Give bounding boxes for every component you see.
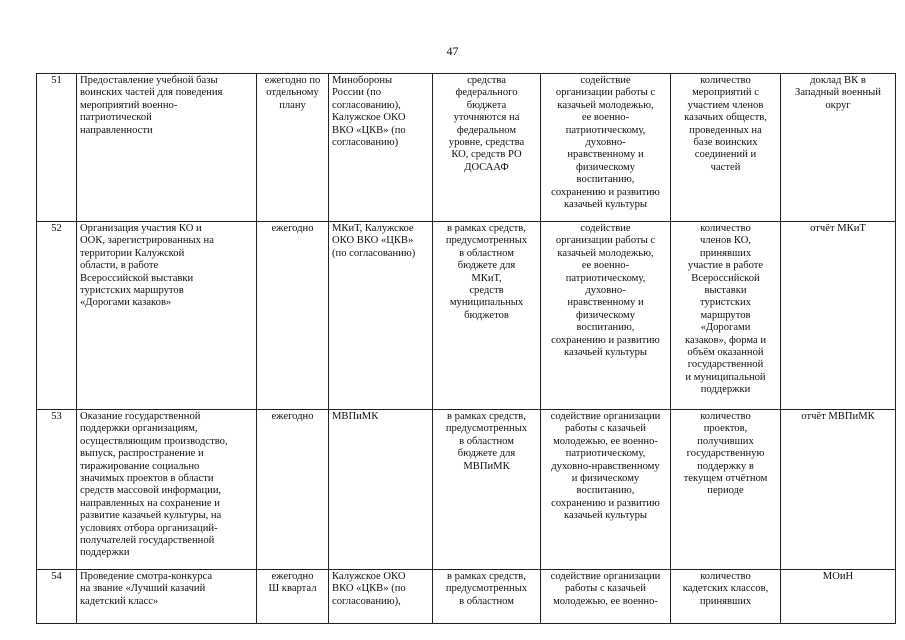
term-cell (257, 74, 329, 222)
funding-cell (433, 74, 541, 222)
goal-cell-text: содействие организации работы с казачьей молодежью, ее военно- патриотическому, духовно- нравственному и физическому воспитанию, сохранению и развитию казачьей культуры (551, 223, 660, 359)
term-cell (257, 410, 329, 570)
table-body (37, 74, 896, 624)
row-number (37, 570, 77, 624)
funding-cell-text: в рамках средств, предусмотренных в областном бюджете для МКиТ, средств муниципальных бюджетов (445, 223, 528, 321)
event-cell-text: Предоставление учебной базы воинских частей для поведения мероприятий военно- патриотической направленности (80, 75, 223, 136)
row-number-text: 52 (51, 223, 62, 234)
report-cell (781, 74, 896, 222)
term-cell (257, 222, 329, 410)
indicator-cell-text: количество проектов, получивших государственную поддержку в текущем отчётном периоде (683, 411, 768, 497)
executor-cell (329, 74, 433, 222)
executor-cell (329, 410, 433, 570)
goal-cell (541, 570, 671, 624)
event-cell-text: Проведение смотра-конкурса на звание «Лучший казачий кадетский класс» (80, 571, 213, 607)
goal-cell (541, 222, 671, 410)
row-number (37, 410, 77, 570)
event-cell-text: Организация участия КО и ООК, зарегистрированных на территории Калужской области, в работе Всероссийской выставки туристских маршрутов «Дорогами казаков» (80, 223, 214, 309)
funding-cell (433, 570, 541, 624)
indicator-cell (671, 410, 781, 570)
executor-cell-text: Минобороны России (по согласованию), Калужское ОКО ВКО «ЦКВ» (по согласованию) (332, 75, 406, 149)
report-cell (781, 222, 896, 410)
event-cell (77, 410, 257, 570)
row-number (37, 74, 77, 222)
executor-cell-text: МВПиМК (332, 411, 379, 422)
report-cell (781, 570, 896, 624)
indicator-cell-text: количество мероприятий с участием членов казачьих обществ, проведенных на базе воинских соединений и частей (684, 75, 767, 173)
executor-cell-text: МКиТ, Калужское ОКО ВКО «ЦКВ» (по согласованию) (332, 223, 416, 259)
term-cell (257, 570, 329, 624)
term-cell-text: ежегодно Ш квартал (268, 571, 317, 595)
executor-cell (329, 222, 433, 410)
indicator-cell-text: количество членов КО, принявших участие в работе Всероссийской выставки туристских маршрутов «Дорогами казаков», форма и объём оказанной государственной и муниципальной поддержки (684, 223, 767, 396)
report-cell-text: отчёт МКиТ (810, 223, 866, 234)
report-cell-text: отчёт МВПиМК (801, 411, 875, 422)
table-row (37, 74, 896, 222)
goal-cell (541, 410, 671, 570)
event-cell (77, 74, 257, 222)
indicator-cell-text: количество кадетских классов, принявших (682, 571, 769, 607)
goal-cell (541, 74, 671, 222)
funding-cell-text: в рамках средств, предусмотренных в областном (445, 571, 528, 607)
row-number-text: 54 (51, 571, 62, 582)
row-number-text: 53 (51, 411, 62, 422)
term-cell-text: ежегодно (271, 411, 314, 422)
goal-cell-text: содействие организации работы с казачьей молодежью, ее военно- патриотическому, духовно- нравственному и физическому воспитанию, сохранению и развитию казачьей культуры (551, 75, 660, 211)
term-cell-text: ежегодно по отдельному плану (264, 75, 321, 111)
funding-cell (433, 410, 541, 570)
measures-table (36, 73, 896, 624)
funding-cell (433, 222, 541, 410)
funding-cell-text: средства федерального бюджета уточняются на федеральном уровне, средства КО, средств РО ДОСААФ (448, 75, 525, 173)
goal-cell-text: содействие организации работы с казачьей молодежью, ее военно- (550, 571, 661, 607)
executor-cell-text: Калужское ОКО ВКО «ЦКВ» (по согласованию), (332, 571, 406, 607)
executor-cell (329, 570, 433, 624)
table-row (37, 222, 896, 410)
goal-cell-text: содействие организации работы с казачьей молодежью, ее военно- патриотическому, духовно-нравственному и физическому воспитанию, сохранению и развитию казачьей культуры (550, 411, 661, 522)
report-cell-text: МОиН (822, 571, 854, 582)
page-number: 47 (446, 44, 459, 58)
indicator-cell (671, 74, 781, 222)
event-cell (77, 222, 257, 410)
event-cell (77, 570, 257, 624)
report-cell (781, 410, 896, 570)
row-number-text: 51 (51, 75, 62, 86)
funding-cell-text: в рамках средств, предусмотренных в областном бюджете для МВПиМК (445, 411, 528, 472)
table-row (37, 410, 896, 570)
indicator-cell (671, 222, 781, 410)
table-row (37, 570, 896, 624)
row-number (37, 222, 77, 410)
report-cell-text: доклад ВК в Западный военный округ (795, 75, 881, 111)
indicator-cell (671, 570, 781, 624)
term-cell-text: ежегодно (271, 223, 314, 234)
event-cell-text: Оказание государственной поддержки организациям, осуществляющим производство, выпуск, распространение и тиражирование социально значимых проектов в области средств массовой информации, направленных на сохранение и развитие казачьей культуры, на условиях отбора организаций- получателей государственной поддержки (80, 411, 228, 559)
